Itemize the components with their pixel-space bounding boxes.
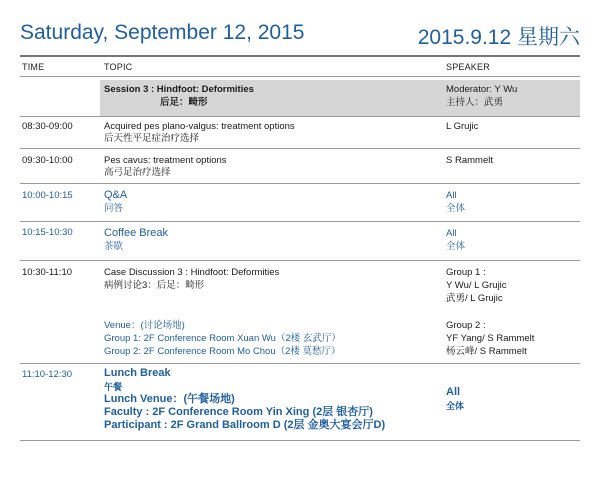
lunch-speaker-cn: 全体 (446, 401, 465, 411)
row-divider (20, 183, 580, 184)
row-divider (20, 260, 580, 261)
lunch-faculty-venue-cn: (2层 银杏厅) (312, 406, 373, 418)
row-speaker: All (446, 190, 457, 201)
row-time: 10:15-10:30 (22, 227, 73, 238)
column-header-speaker: SPEAKER (446, 62, 490, 72)
row-divider (20, 363, 580, 364)
row-topic-cn: 茶歇 (104, 241, 124, 252)
lunch-title-cn: 午餐 (104, 382, 123, 392)
lunch-speaker: All (446, 386, 461, 398)
lunch-participant-venue-en: Participant : 2F Grand Ballroom D (104, 419, 281, 431)
row-divider (20, 116, 580, 117)
date-title-cn: 2015.9.12 星期六 (417, 26, 580, 49)
case-venue-group1: Group 1: 2F Conference Room Xuan Wu（2楼 玄武厅） (104, 333, 341, 344)
case-topic-cn: 病例讨论3：后足：畸形 (104, 280, 205, 291)
row-speaker: S Rammelt (446, 155, 493, 166)
row-speaker: L Grujic (446, 121, 479, 132)
row-divider (20, 148, 580, 149)
row-topic: Pes cavus: treatment options (104, 155, 227, 166)
lunch-participant-venue-cn: (2层 金奥大宴会厅D) (283, 419, 386, 431)
row-time: 08:30-09:00 (22, 121, 73, 132)
group2-label: Group 2 : (446, 320, 486, 331)
group1-speakers-en: Y Wu/ L Grujic (446, 280, 507, 291)
lunch-participant-venue (104, 419, 385, 433)
row-speaker-cn: 全体 (446, 203, 466, 214)
header-divider (20, 55, 580, 57)
case-venue-group2: Group 2: 2F Conference Room Mo Chou（2楼 莫愁厅） (104, 346, 341, 357)
column-header-topic: TOPIC (104, 62, 133, 72)
lunch-time: 11:10-12:30 (22, 369, 73, 380)
row-topic: Coffee Break (104, 227, 169, 239)
lunch-faculty-venue-en: Faculty : 2F Conference Room Yin Xing (104, 406, 310, 418)
row-divider (20, 221, 580, 222)
session-title: Session 3 : Hindfoot: Deformities (104, 84, 254, 95)
row-time: 09:30-10:00 (22, 155, 73, 166)
session-moderator: Moderator: Y Wu (446, 84, 518, 95)
row-topic-cn: 问答 (104, 203, 124, 214)
column-header-divider (20, 76, 580, 77)
case-venue-label: Venue：(讨论场地) (104, 320, 185, 331)
case-topic: Case Discussion 3 : Hindfoot: Deformities (104, 267, 280, 278)
group1-label: Group 1 : (446, 267, 486, 278)
lunch-title: Lunch Break (104, 367, 171, 379)
row-speaker-cn: 全体 (446, 241, 466, 252)
row-topic: Acquired pes plano-valgus: treatment options (104, 121, 295, 132)
date-title-en: Saturday, September 12, 2015 (20, 21, 305, 44)
case-time: 10:30-11:10 (22, 267, 73, 278)
row-topic: Q&A (104, 189, 128, 201)
row-divider (20, 440, 580, 441)
row-speaker: All (446, 228, 457, 239)
row-topic-cn: 后天性平足症治疗选择 (104, 133, 200, 144)
session-title-cn: 后足：畸形 (160, 97, 208, 108)
lunch-venue-label: Lunch Venue：(午餐场地) (104, 393, 235, 405)
column-header-time: TIME (22, 62, 45, 72)
group2-speakers-en: YF Yang/ S Rammelt (446, 333, 535, 344)
group2-speakers-cn: 杨云峰/ S Rammelt (446, 346, 527, 357)
row-time: 10:00-10:15 (22, 190, 73, 201)
session-moderator-cn: 主持人：武勇 (446, 97, 504, 108)
row-topic-cn: 高弓足治疗选择 (104, 167, 171, 178)
group1-speakers-cn: 武勇/ L Grujic (446, 293, 503, 304)
lunch-faculty-venue (104, 406, 373, 420)
